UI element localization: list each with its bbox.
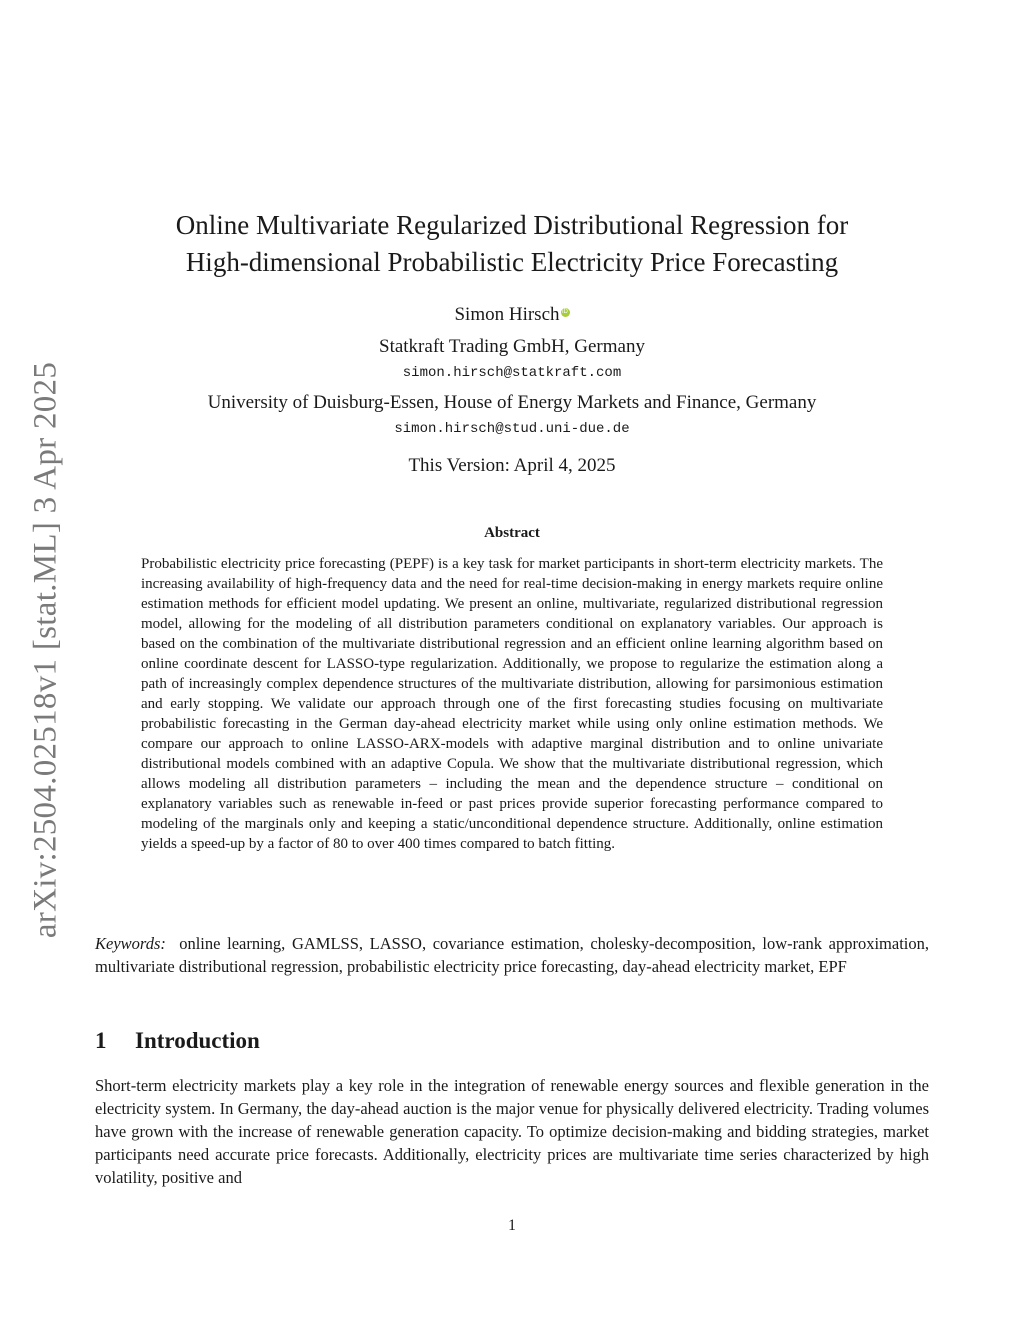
section-number: 1 bbox=[95, 1028, 107, 1053]
abstract-text: Probabilistic electricity price forecasting (PEPF) is a key task for market participants in short-term electricity markets. The increasing availability of high-frequency data and the need for real-time decision-making in energy markets require online estimation methods for efficient model updating. We present an online, multivariate, regularized distributional regression model, allowing for the modeling of all distribution parameters conditional on explanatory variables. Our approach is based on the combination of the multivariate distributional regression and an efficient online learning algorithm based on online coordinate descent for LASSO-type regularization. Additionally, we propose to regularize the estimation along a path of increasingly complex dependence structures of the multivariate distribution, allowing for parsimonious estimation and early stopping. We validate our approach through one of the first forecasting studies focusing on multivariate probabilistic forecasting in the German day-ahead electricity market while using only online estimation methods. We compare our approach to online LASSO-ARX-models with adaptive marginal distribution and to online univariate distributional models combined with an adaptive Copula. We show that the multivariate distributional regression, which allows modeling all distribution parameters – including the mean and the dependence structure – conditional on explanatory variables such as renewable in-feed or past prices provide superior forecasting performance compared to modeling of the marginals only and keeping a static/unconditional dependence structure. Additionally, online estimation yields a speed-up by a factor of 80 to over 400 times compared to batch fitting. bbox=[141, 556, 883, 852]
paper-title bbox=[100, 207, 924, 281]
abstract-heading: Abstract bbox=[484, 525, 540, 541]
email-2[interactable]: simon.hirsch@stud.uni-due.de bbox=[394, 421, 630, 437]
affiliation-2: University of Duisburg-Essen, House of Energy Markets and Finance, Germany bbox=[207, 392, 817, 413]
author-name: Simon Hirsch bbox=[454, 304, 560, 325]
keywords-text: online learning, GAMLSS, LASSO, covariance estimation, cholesky-decomposition, low-rank approximation, multivariate distributional regression, probabilistic electricity price forecasting, day-ahead electricity market, EPF bbox=[95, 934, 930, 976]
arxiv-identifier: arXiv:2504.02518v1 [stat.ML] 3 Apr 2025 bbox=[27, 361, 64, 939]
keywords-paragraph bbox=[95, 932, 929, 978]
orcid-icon[interactable]: iD bbox=[562, 309, 568, 315]
section-title: Introduction bbox=[135, 1028, 260, 1053]
page-number: 1 bbox=[508, 1217, 516, 1234]
email-1[interactable]: simon.hirsch@statkraft.com bbox=[402, 365, 622, 381]
author-line bbox=[100, 303, 924, 327]
version-date: This Version: April 4, 2025 bbox=[408, 455, 616, 476]
title-line-2: High-dimensional Probabilistic Electricity Price Forecasting bbox=[185, 247, 839, 277]
affiliation-1: Statkraft Trading GmbH, Germany bbox=[379, 336, 645, 357]
title-line-1: Online Multivariate Regularized Distributional Regression for bbox=[175, 210, 849, 240]
section-heading bbox=[95, 1028, 260, 1054]
keywords-label: Keywords: bbox=[95, 934, 166, 953]
introduction-paragraph: Short-term electricity markets play a key role in the integration of renewable energy sources and flexible generation in the electricity system. In Germany, the day-ahead auction is the major venue for physically delivered electricity. Trading volumes have grown with the increase of renewable generation capacity. To optimize decision-making and bidding strategies, market participants need accurate price forecasts. Additionally, electricity prices are multivariate time series characterized by high volatility, positive and bbox=[95, 1076, 929, 1187]
